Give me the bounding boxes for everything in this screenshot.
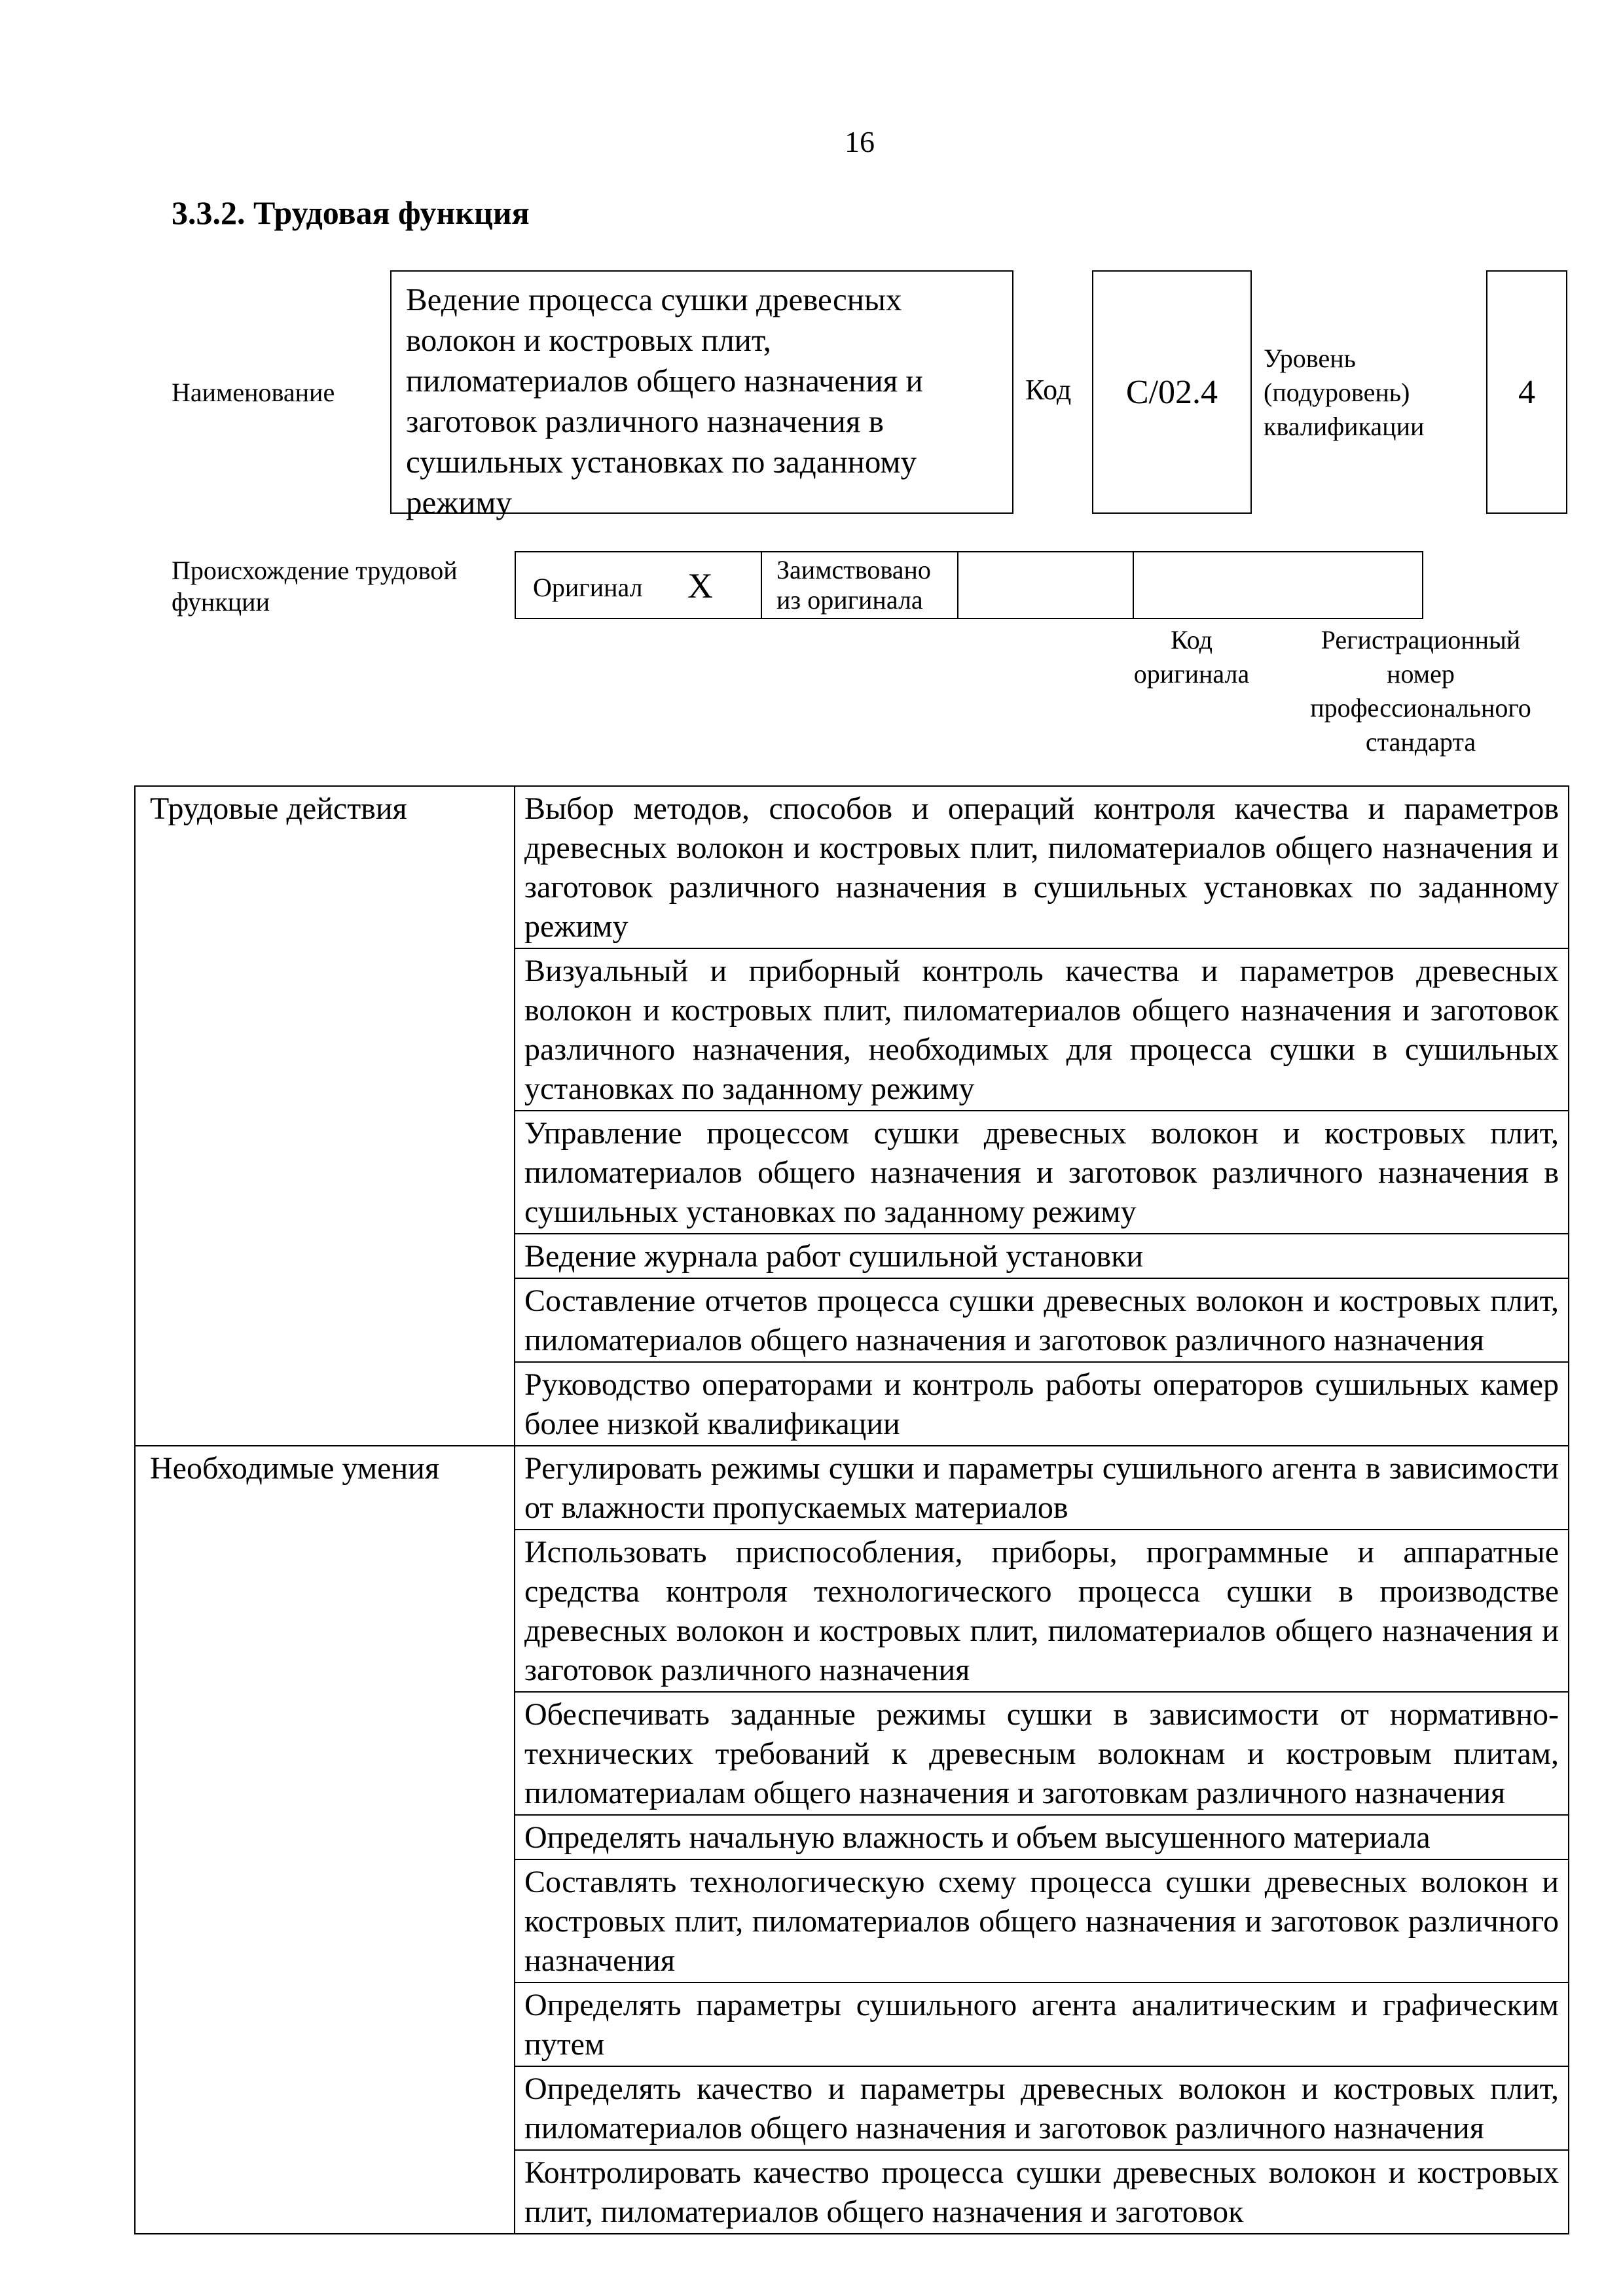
skill-item: Определять начальную влажность и объем высушенного материала <box>515 1815 1569 1859</box>
action-item: Управление процессом сушки древесных волокон и костровых плит, пиломатериалов общего назначения и заготовок различного назначения в сушильных установках по заданному режиму <box>515 1111 1569 1234</box>
borrowed-cell <box>761 551 958 619</box>
level-value: 4 <box>1518 373 1535 411</box>
original-cell <box>515 551 762 619</box>
original-code-caption: Код оригинала <box>1133 625 1250 689</box>
code-label: Код <box>1025 374 1072 406</box>
name-label: Наименование <box>172 378 335 407</box>
labor-function-table <box>134 785 1569 2234</box>
action-item: Выбор методов, способов и операций контроля качества и параметров древесных волокон и костровых плит, пиломатериалов общего назначения и заготовок различного назначения в сушильных установках по заданному режиму <box>515 786 1569 948</box>
level-label <box>1264 342 1424 444</box>
reg-number-caption: Регистрационный номер профессионального стандарта <box>1310 625 1531 757</box>
code-box <box>1092 270 1252 514</box>
borrowed-label: Заимствовано из оригинала <box>776 555 931 615</box>
action-item: Составление отчетов процесса сушки древесных волокон и костровых плит, пиломатериалов общего назначения и заготовок различного назначения <box>515 1278 1569 1362</box>
action-item: Ведение журнала работ сушильной установки <box>515 1234 1569 1278</box>
skill-item: Обеспечивать заданные режимы сушки в зависимости от нормативно-технических требований к древесным волокнам и костровым плитам, пиломатериалам общего назначения и заготовкам различного назначения <box>515 1692 1569 1815</box>
level-label-line-3: квалификации <box>1264 412 1425 441</box>
origin-label: Происхождение трудовой функции <box>172 556 458 617</box>
skills-label: Необходимые умения <box>135 1446 515 2234</box>
skill-item: Составлять технологическую схему процесса сушки древесных волокон и костровых плит, пиломатериалов общего назначения и заготовок различного назначения <box>515 1859 1569 1982</box>
page-number: 16 <box>845 125 875 158</box>
skill-item: Контролировать качество процесса сушки древесных волокон и костровых плит, пиломатериалов общего назначения и заготовок <box>515 2150 1569 2234</box>
level-label-line-2: (подуровень) <box>1264 378 1410 407</box>
code-value: С/02.4 <box>1125 373 1218 411</box>
original-code-cell <box>957 551 1134 619</box>
skill-item: Определять параметры сушильного агента аналитическим и графическим путем <box>515 1982 1569 2066</box>
section-title: 3.3.2. Трудовая функция <box>172 194 530 231</box>
level-label-line-1: Уровень <box>1264 344 1356 373</box>
level-box <box>1486 270 1567 514</box>
original-mark: X <box>687 566 713 605</box>
action-item: Руководство операторами и контроль работы операторов сушильных камер более низкой квалификации <box>515 1362 1569 1446</box>
function-name-box <box>390 270 1013 520</box>
reg-number-cell <box>1133 551 1423 619</box>
action-item: Визуальный и приборный контроль качества и параметров древесных волокон и костровых плит, пиломатериалов общего назначения и заготовок различного назначения, необходимых для процесса сушки в сушильных установках по заданному режиму <box>515 948 1569 1111</box>
function-name-value: Ведение процесса сушки древесных волокон и костровых плит, пиломатериалов общего назначения и заготовок различного назначения в сушильных установках по заданному режиму <box>406 281 923 520</box>
actions-label: Трудовые действия <box>135 786 515 1446</box>
table-row <box>135 786 1569 948</box>
original-label: Оригинал <box>533 573 643 602</box>
skill-item: Использовать приспособления, приборы, программные и аппаратные средства контроля технологического процесса сушки в производстве древесных волокон и костровых плит, пиломатериалов общего назначения и заготовок различного назначения <box>515 1530 1569 1692</box>
table-row <box>135 1446 1569 1530</box>
skill-item: Определять качество и параметры древесных волокон и костровых плит, пиломатериалов общего назначения и заготовок различного назначения <box>515 2066 1569 2150</box>
skill-item: Регулировать режимы сушки и параметры сушильного агента в зависимости от влажности пропускаемых материалов <box>515 1446 1569 1530</box>
